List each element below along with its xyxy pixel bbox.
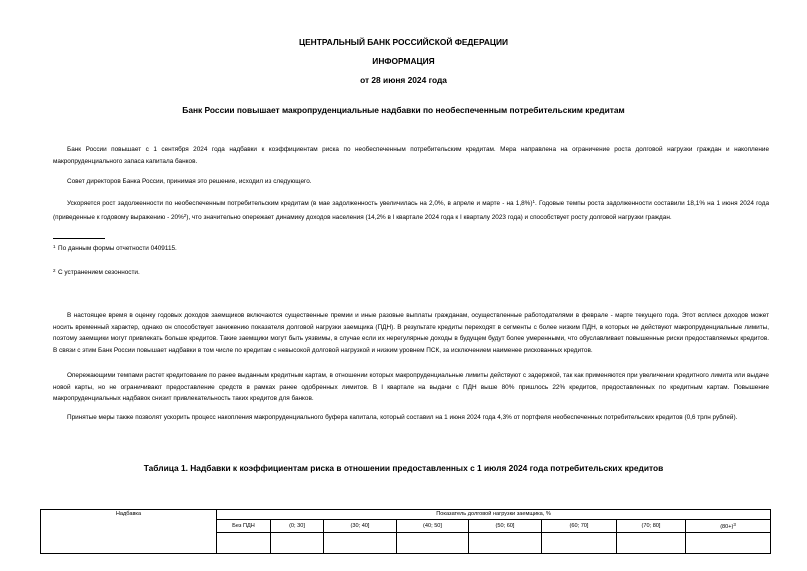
table-cell [542, 533, 617, 554]
footnote-2-text: С устранением сезонности. [58, 269, 140, 276]
col-header-6: (60; 70] [542, 520, 617, 533]
paragraph-1: Банк России повышает с 1 сентября 2024 года надбавки к коэффициентам риска по необеспеченным потребительским кредитам. Мера направлена на ограничение роста долговой нагрузки граждан и накопление макропруденциального запаса капитала банков. [53, 146, 769, 165]
paragraph-3 [53, 196, 769, 223]
col-header-1: Без ПДН [217, 520, 271, 533]
table-cell [469, 533, 542, 554]
col-header-7: (70; 80] [617, 520, 686, 533]
table-header-row [41, 510, 771, 520]
paragraph-4: В настоящее время в оценку годовых доходов заемщиков включаются существенные премии и иные разовые выплаты гражданам, осуществленные работодателями в феврале - марте текущего года. Этот всплеск доходов может носить временный характер, однако он способствует занижению показателя долговой нагрузки заемщика (ПДН). В результате кредиты переходят в сегменты с более низким ПДН, в которых не действуют макропруденциальные лимиты, поэтому заемщики могут привлекать больше кредитов. Такие заемщики могут быть уязвимы, в случае если их нерегулярные доходы в будущем будут более умеренными, что обуславливает повышенные риски предоставляемых кредитов. В связи с этим Банк России повышает надбавки в том числе по кредитам с невысокой долговой нагрузкой и низким уровнем ПСК, за исключением наименее рискованных кредитов. [53, 312, 769, 354]
footnote-ref-1[interactable]: 1 [532, 199, 535, 204]
col-header-8 [686, 520, 771, 533]
col-header-3: (30; 40] [324, 520, 397, 533]
doc-title: Банк России повышает макропруденциальные надбавки по необеспеченным потребительским кредитам [182, 105, 625, 115]
paragraph-6: Принятые меры также позволят ускорить процесс накопления макропруденциального буфера капитала, который составил на 1 июня 2024 года 4,3% от портфеля необеспеченных потребительских кредитов (0,6 трлн рублей). [67, 414, 738, 421]
col-header-8-mark: 3 [733, 522, 736, 527]
footnote-2-mark: 2 [53, 268, 56, 273]
table-title: Таблица 1. Надбавки к коэффициентам риска в отношении предоставленных с 1 июля 2024 года потребительских кредитов [143, 463, 664, 473]
col-header-4: (40; 50] [397, 520, 469, 533]
table-cell [617, 533, 686, 554]
paragraph-3-part-1: Ускоряется рост задолженности по необеспеченным потребительским кредитам (в мае задолженность увеличилась на 2,0%, в апреле и марте - на 1,8%) [67, 200, 533, 207]
paragraph-3-part-2: . Годовые темпы роста задолженности составили 18,1% на 1 июня 2024 года (приведенные к годовому выражению - 20% [53, 200, 770, 221]
doc-date: от 28 июня 2024 года [360, 75, 447, 85]
row-header-cell: Надбавка [41, 510, 217, 554]
col-header-2: (0; 30] [271, 520, 324, 533]
footnote-2 [53, 266, 140, 278]
surcharge-table [40, 509, 771, 554]
footnote-1-text: По данным формы отчетности 0409115. [58, 245, 177, 252]
paragraph-2: Совет директоров Банка России, принимая это решение, исходил из следующего. [67, 178, 312, 185]
table-cell [686, 533, 771, 554]
paragraph-3-part-3: ), что значительно опережает динамику доходов населения (14,2% в I квартале 2024 года к I кварталу 2023 года) и способствует росту долговой нагрузки граждан. [186, 213, 672, 221]
org-name: ЦЕНТРАЛЬНЫЙ БАНК РОССИЙСКОЙ ФЕДЕРАЦИИ [298, 37, 509, 47]
footnote-divider [53, 238, 105, 239]
table-cell [217, 533, 271, 554]
paragraph-5: Опережающими темпами растет кредитование по ранее выданным кредитным картам, в отношении которых макропруденциальные лимиты действуют с задержкой, так как применяются при увеличении кредитного лимита или выдаче новой карты, но не ограничивают предоставление средств в рамках ранее одобренных лимитов. В I квартале на выдачи с ПДН выше 80% пришлось 22% кредитов, предоставленных по кредитным картам. Повышение макропруденциальных надбавок снизит привлекательность таких кредитов для банков. [53, 372, 769, 403]
doc-type: ИНФОРМАЦИЯ [372, 56, 435, 66]
footnote-ref-2[interactable]: 2 [183, 212, 187, 218]
table-cell [397, 533, 469, 554]
col-header-5: (50; 60] [469, 520, 542, 533]
table-cell [271, 533, 324, 554]
footnote-1-mark: 1 [53, 244, 56, 249]
group-header-cell: Показатель долговой нагрузки заемщика, % [217, 510, 771, 520]
footnote-1 [53, 242, 177, 254]
col-header-8-label: (80+) [720, 524, 734, 530]
table-cell [324, 533, 397, 554]
